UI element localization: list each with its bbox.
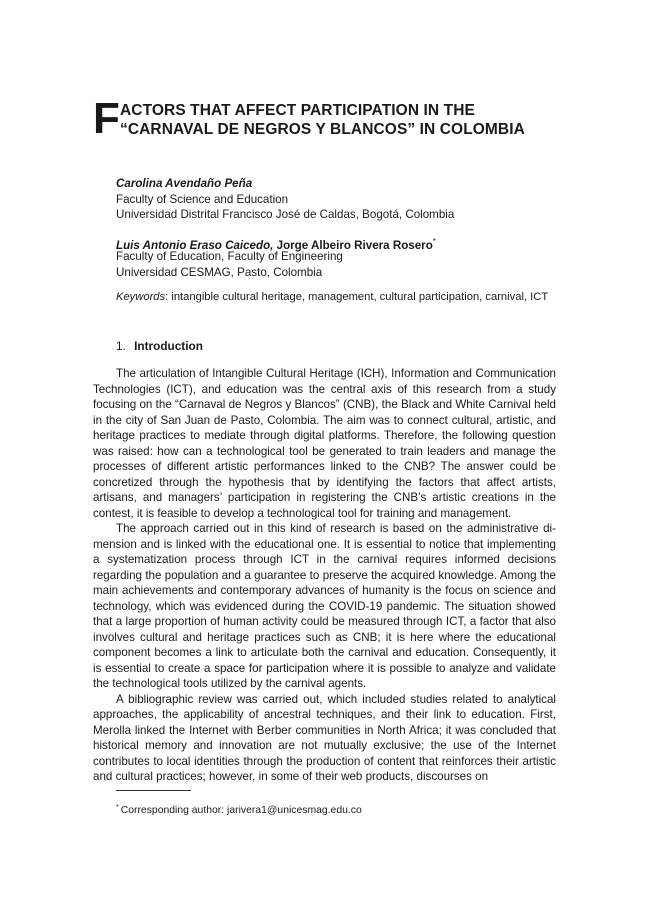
corresponding-author-mark: * bbox=[432, 236, 436, 246]
author-name-3: Jorge Albeiro Rivera Rosero bbox=[276, 238, 433, 252]
paragraph: A bibliographic review was carried out, which included studies related to analytical approaches, the applicability of ancestral techniques, and their link to education. First, Merolla linked the Internet with Berber communities in North Africa; it was concluded that historical memory and innovation are not mutually exclusive; the use of the Internet contributes to local identities through the production of content that reinforces their artistic and cultural practices; however, in some of their web products, discourses on bbox=[93, 692, 556, 783]
footnote-text: Corresponding author: jarivera1@unicesmag.edu.co bbox=[120, 805, 362, 816]
author-name-2: Luis Antonio Eraso Caicedo, bbox=[116, 238, 274, 252]
paper-title bbox=[93, 94, 563, 143]
footnote-divider bbox=[116, 790, 191, 791]
author-name-1: Carolina Avendaño Peña bbox=[116, 177, 253, 190]
title-line-2: “CARNAVAL DE NEGROS Y BLANCOS” IN COLOMBIA bbox=[120, 121, 525, 138]
paragraph: The articulation of Intangible Cultural Heritage (ICH), Information and Communication Technologies (ICT), and education was the central axis of this research from a study focusing on the “Carnaval de Negros y Blancos” (CNB), the Black and White Carnival held in the city of San Juan de Pasto, Colombia. The aim was to connect cultural, artistic, and heritage practices to mediate through digital platforms. Therefore, the following question was raised: how can a technological tool be generated to train leaders and manage the processes of different artistic performances linked to the CNB? The answer could be concretized through the hypothesis that by identifying the factors that affect artists, artisans, and managers’ participation in registering the CNB’s artistic creations in the contest, it is feasible to develop a technological tool for training and management. bbox=[93, 367, 556, 520]
author-1-affiliation-faculty: Faculty of Science and Education bbox=[116, 192, 289, 206]
footnote-mark: * bbox=[116, 804, 119, 811]
author-1-affiliation-university: Universidad Distrital Francisco José de Caldas, Bogotá, Colombia bbox=[116, 208, 455, 221]
body-text bbox=[93, 366, 556, 785]
author-names-2 bbox=[116, 234, 556, 250]
author-block bbox=[116, 176, 556, 306]
author-2-affiliation-faculty: Faculty of Education, Faculty of Engineering bbox=[116, 250, 343, 263]
title-drop-cap: F bbox=[93, 94, 120, 143]
keywords-label: Keywords bbox=[116, 291, 166, 303]
footnote bbox=[116, 801, 362, 817]
author-2-affiliation-university: Universidad CESMAG, Pasto, Colombia bbox=[116, 265, 323, 279]
section-heading bbox=[116, 339, 203, 354]
section-title: Introduction bbox=[134, 339, 203, 353]
section-number: 1. bbox=[116, 339, 126, 353]
keywords bbox=[116, 290, 556, 306]
paragraph: The approach carried out in this kind of research is based on the administrative dimension and is linked with the educational one. It is essential to notice that implementing a systematization process through ICT in the carnival requires informed decisions regarding the population and a guarantee to preserve the acquired knowledge. Among the main achievements and contemporary advances of humanity is the focus on science and technology, which was evidenced during the COVID-19 pandemic. The situation showed that a large proportion of human activity could be measured through ICT, a factor that also involves cultural and heritage practices such as CNB; it is here where the educational component becomes a link to articulate both the carnival and education. Consequently, it is essential to create a space for participation where it is possible to analyze and validate the technological tools utilized by the carnival agents. bbox=[93, 522, 556, 690]
keywords-text: : intangible cultural heritage, management, cultural participation, carnival, ICT bbox=[165, 291, 549, 303]
title-line-1: ACTORS THAT AFFECT PARTICIPATION IN THE bbox=[120, 102, 475, 119]
